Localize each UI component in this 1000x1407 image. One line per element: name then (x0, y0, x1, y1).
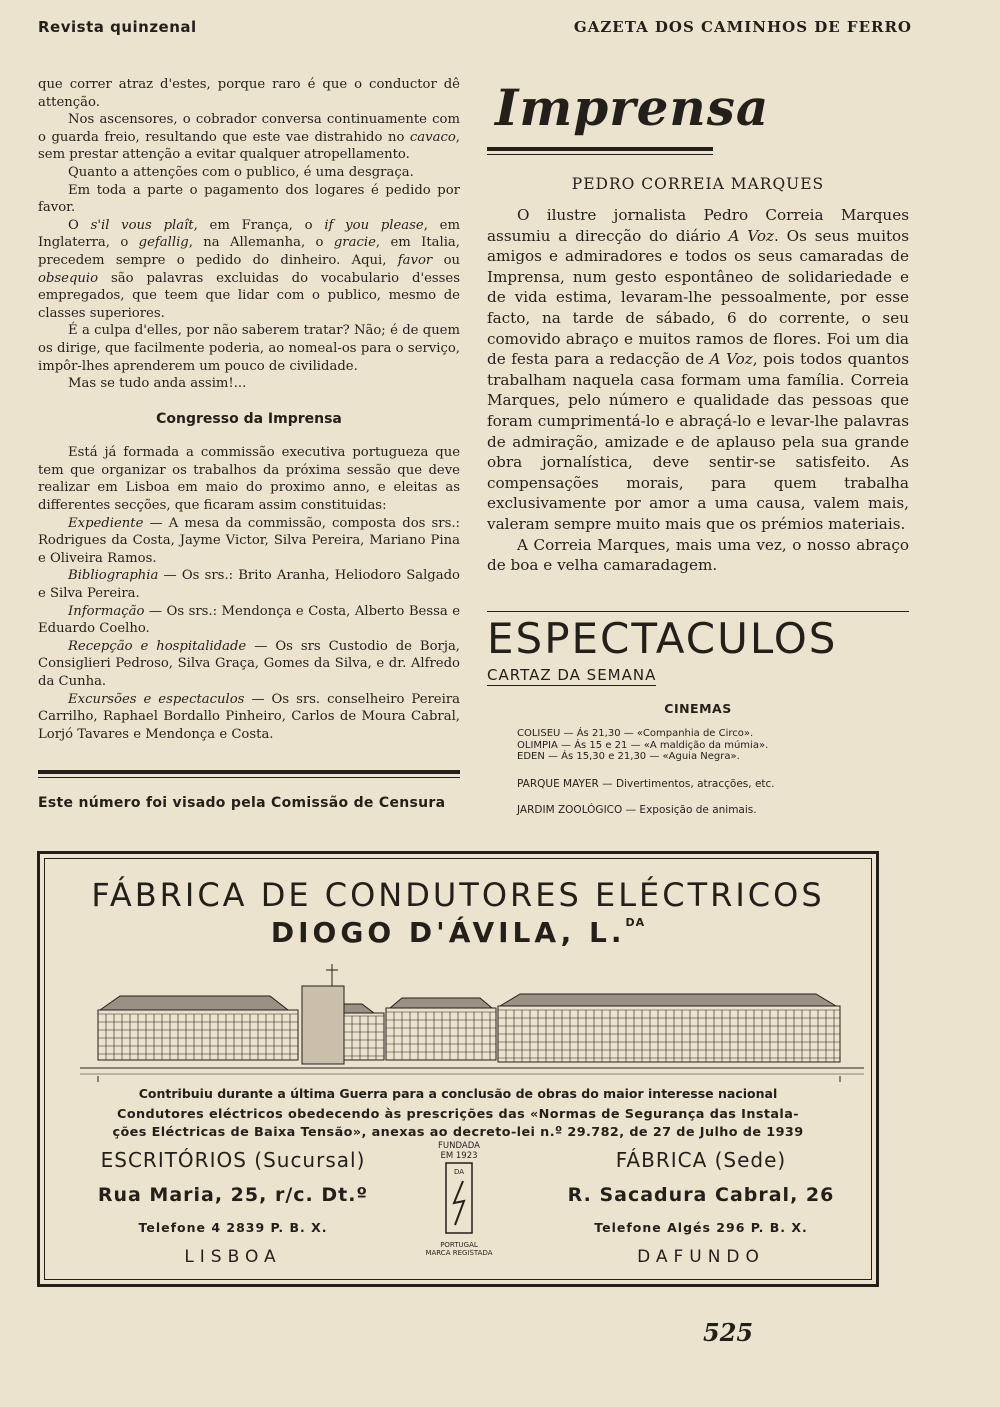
paragraph: A Correia Marques, mais uma vez, o nosso abraço de boa e velha camaradagem. (487, 535, 909, 575)
office-city: LISBOA (184, 1247, 282, 1267)
paragraph: Quanto a attenções com o publico, é uma desgraça. (68, 164, 414, 180)
factory-illustration (80, 958, 864, 1084)
divider (487, 154, 713, 155)
paragraph: Está já formada a commissão executiva portugueza que tem que organizar os trabalhos da próxima sessão que deve realizar em Lisboa em maio do proximo anno, e eleitas as differentes secções, que ficaram assim constituidas: (38, 445, 460, 514)
list-item: JARDIM ZOOLÓGICO — Exposição de animais. (517, 804, 757, 816)
paragraph: Nos ascensores, o cobrador conversa continuamente com o guarda freio, resultando que este vae distrahido no cavaco, sem prestar attenção a evitar qualquer atropellamento. (38, 112, 460, 163)
paragraph: Bibliographia — Os srs.: Brito Aranha, Heliodoro Salgado e Silva Pereira. (38, 568, 460, 602)
office-label: ESCRITÓRIOS (Sucursal) (100, 1148, 366, 1172)
factory-address: R. Sacadura Cabral, 26 (567, 1184, 835, 1206)
subsection-title: CARTAZ DA SEMANA (487, 666, 657, 684)
header-right: GAZETA DOS CAMINHOS DE FERRO (573, 18, 912, 36)
list-item: PARQUE MAYER — Divertimentos, atracções, etc. (517, 778, 775, 790)
paragraph: Informação — Os srs.: Mendonça e Costa, Alberto Bessa e Eduardo Coelho. (38, 603, 460, 637)
brand-logo: FUNDADA EM 1923 DA PORTUGAL MARCA REGISTADA (425, 1141, 493, 1257)
header-left: Revista quinzenal (38, 18, 197, 36)
list-item: OLIMPIA — Ás 15 e 21 — «A maldição da múmia». (517, 739, 769, 751)
censorship-note: Este número foi visado pela Comissão de Censura (38, 795, 446, 811)
ad-factory-block (536, 1148, 866, 1267)
paragraph: É a culpa d'elles, por não saberem tratar? Não; é de quem os dirige, que facilmente poderia, ao nomeal-os para o serviço, impôr-lhes aprenderem um pouco de civilidade. (38, 323, 460, 374)
section-title: Congresso da Imprensa (156, 410, 342, 427)
right-column (487, 70, 909, 576)
paragraph: Excursões e espectaculos — Os srs. conselheiro Pereira Carrilho, Raphael Bordallo Pinheiro, Carlos de Moura Cabral, Lorjó Tavares e Mendonça e Costa. (38, 691, 461, 742)
left-column (38, 76, 460, 743)
svg-text:DA: DA (453, 1168, 465, 1176)
article-body (487, 205, 909, 576)
factory-city: DAFUNDO (637, 1247, 765, 1267)
factory-label: FÁBRICA (Sede) (615, 1148, 787, 1172)
ad-office-block (68, 1148, 398, 1267)
section-title: ESPECTACULOS (487, 614, 838, 663)
paragraph: Em toda a parte o pagamento dos logares é pedido por favor. (38, 182, 460, 216)
advertisement (37, 851, 879, 1287)
divider (487, 147, 713, 151)
ad-tagline: Contribuiu durante a última Guerra para a conclusão de obras do maior interesse nacional (138, 1086, 778, 1101)
page-number: 525 (703, 1318, 754, 1347)
paragraph: O ilustre jornalista Pedro Correia Marques assumiu a direcção do diário A Voz. Os seus muitos amigos e admiradores e todos os seus camaradas de Imprensa, num gesto espontâneo de solidariedade e de vida estima, levaram-lhe pessoalmente, por esse facto, na tarde de sábado, 6 do corrente, o seu comovido abraço e muitos ramos de flores. Foi um dia de festa para a redacção de A Voz, pois todos quantos trabalham naquela casa formam uma família. Correia Marques, pelo número e qualidade das pessoas que foram cumprimentá-lo e abraçá-lo e levar-lhe palavras de admiração, amizade e de aplauso pela sua grande obra jornalística, deve sentir-se satisfeito. As compensações morais, para quem trabalha exclusivamente por amor a uma causa, valem mais, valeram sempre muito mais que os prémios materiais. (487, 206, 909, 533)
list-heading: CINEMAS (664, 701, 732, 716)
cinema-list (517, 728, 768, 763)
list-item: EDEN — Ás 15,30 e 21,30 — «Aguia Negra». (517, 751, 740, 762)
paragraph: Expediente — A mesa da commissão, composta dos srs.: Rodrigues da Costa, Jayme Victor, Silva Pereira, Mariano Pina e Oliveira Ramos. (38, 515, 460, 566)
office-telephone: Telefone 4 2839 P. B. X. (138, 1220, 328, 1235)
divider (38, 770, 460, 774)
list-item: COLISEU — Ás 21,30 — «Companhia de Circo». (517, 728, 754, 739)
article-title: PEDRO CORREIA MARQUES (571, 175, 825, 193)
paragraph: Mas se tudo anda assim!... (68, 376, 247, 392)
lightning-icon (424, 1161, 494, 1237)
ad-company: DIOGO D'ÁVILA, L.$^{DA}$ (270, 916, 646, 949)
paragraph: que correr atraz d'estes, porque raro é que o conductor dê attenção. (38, 77, 460, 110)
section-title: Imprensa (495, 78, 770, 137)
paragraph: O s'il vous plaît, em França, o if you please, em Inglaterra, o gefallig, na Allemanha, o gracie, em Italia, precedem sempre o pedido do dinheiro. Aqui, favor ou obsequio são palavras excluidas do vocabulario d'esses empregados, que teem que lidar com o publico, mesmo de classes superiores. (38, 217, 460, 321)
divider (487, 611, 909, 612)
paragraph: Recepção e hospitalidade — Os srs Custodio de Borja, Consiglieri Pedroso, Silva Graça, Gomes da Silva, e dr. Alfredo da Cunha. (38, 638, 460, 689)
divider (38, 777, 460, 778)
office-address: Rua Maria, 25, r/c. Dt.º (97, 1184, 369, 1206)
ad-standards: Condutores eléctricos obedecendo às prescrições das «Normas de Segurança das Instala- ções Eléctricas de Baixa Tensão», anexas ao decreto-lei n.º 29.782, de 27 de Julho de 1939 (112, 1107, 804, 1140)
ad-headline: FÁBRICA DE CONDUTORES ELÉCTRICOS (91, 876, 825, 914)
factory-telephone: Telefone Algés 296 P. B. X. (594, 1220, 808, 1235)
